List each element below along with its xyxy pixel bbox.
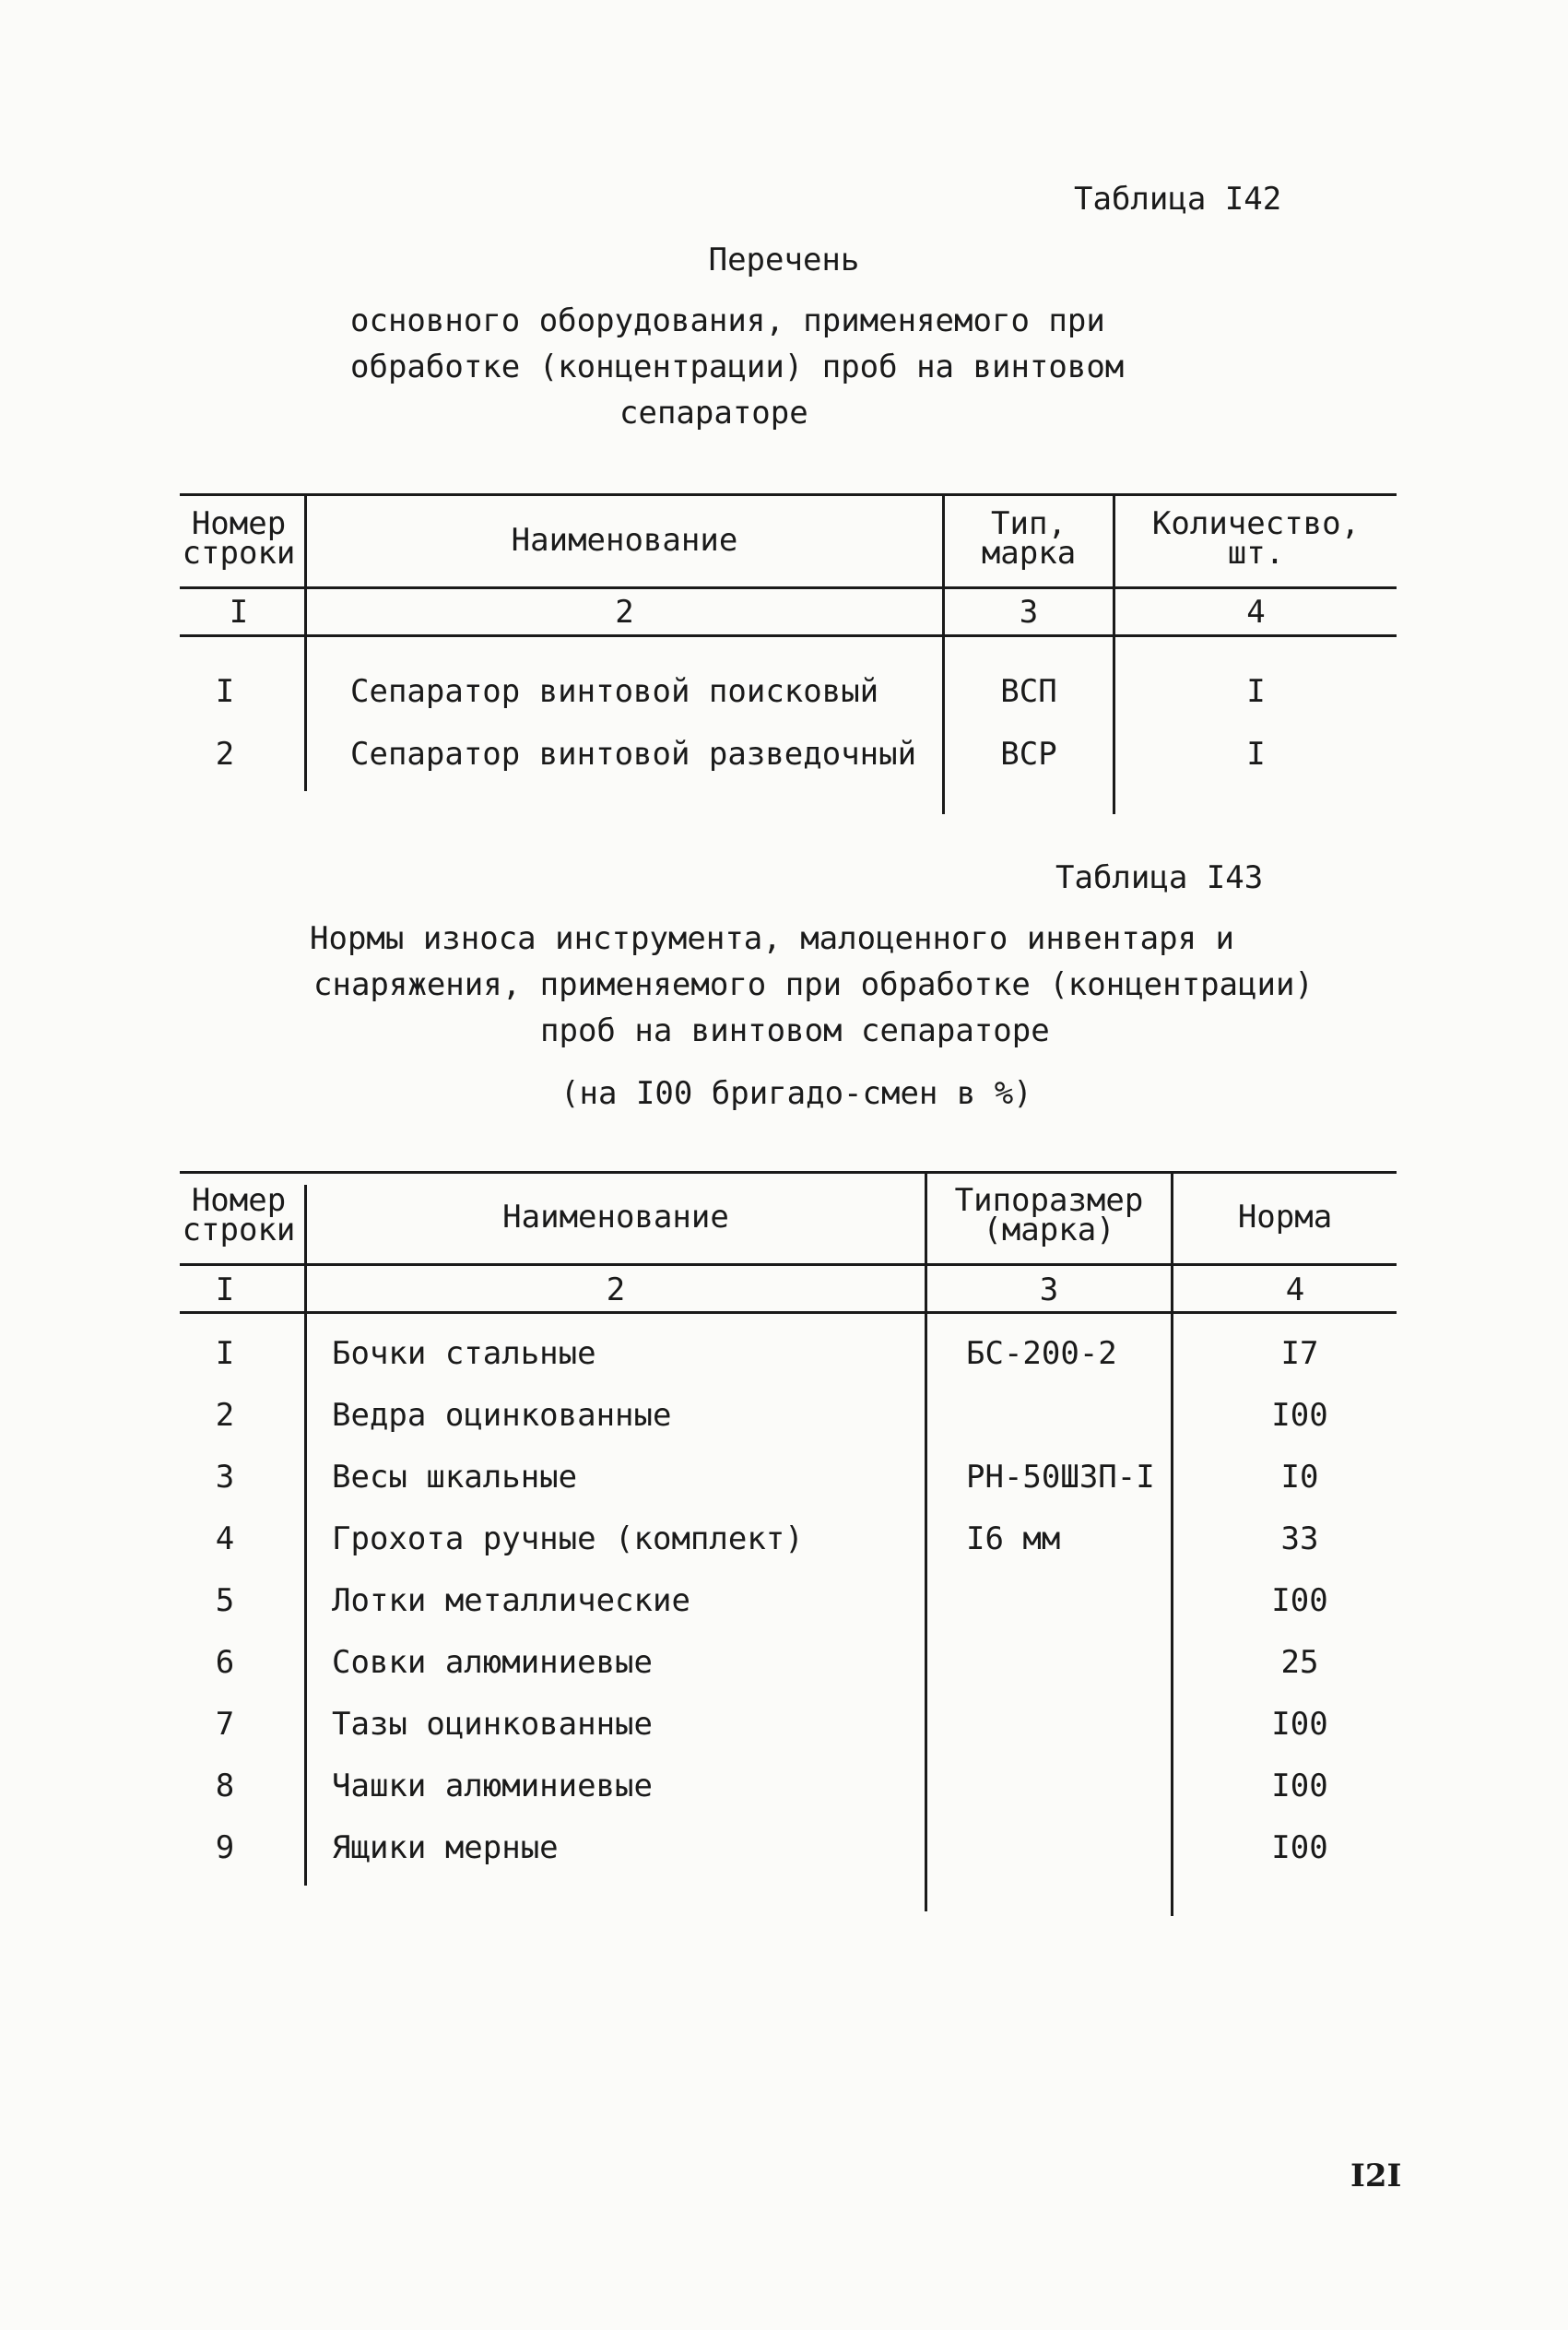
table-142-header-name: Наименование: [511, 522, 738, 559]
row-name: Тазы оцинкованные: [332, 1706, 653, 1743]
table-143-title-1: Нормы износа инструмента, малоценного инвентаря и: [310, 920, 1235, 957]
row-name: Сепаратор винтовой поисковый: [350, 673, 879, 710]
table-143-header-size: Типоразмер (марка): [954, 1182, 1144, 1248]
table-143-number-rule: [180, 1311, 1397, 1314]
row-norm: I00: [1271, 1768, 1328, 1804]
table-143-title-3: проб на винтовом сепараторе: [540, 1012, 1050, 1049]
row-number: 3: [215, 1459, 235, 1496]
table-142-header-type: Тип, марка: [981, 505, 1077, 572]
row-number: 8: [215, 1768, 235, 1804]
page-number: I2I: [1350, 2158, 1402, 2194]
row-norm: I00: [1271, 1706, 1328, 1743]
table-143-colnum-3: 3: [1039, 1271, 1059, 1308]
row-norm: I00: [1271, 1397, 1328, 1434]
table-142-colnum-1: I: [229, 594, 249, 631]
table-143-header-norm: Норма: [1237, 1199, 1333, 1236]
row-size: I6 мм: [966, 1520, 1061, 1557]
row-size: РН-50Ш3П-I: [966, 1459, 1155, 1496]
row-name: Весы шкальные: [332, 1459, 578, 1496]
row-number: 5: [215, 1582, 235, 1619]
table-142-colnum-4: 4: [1246, 594, 1266, 631]
table-142-header-rule: [180, 586, 1397, 589]
table-142-top-rule: [180, 493, 1397, 496]
table-142-number-rule: [180, 634, 1397, 637]
table-142-colnum-2: 2: [615, 594, 634, 631]
row-name: Ящики мерные: [332, 1829, 559, 1866]
table-143-colnum-1: I: [215, 1271, 235, 1308]
table-143-subtitle: (на I00 бригадо-смен в %): [560, 1075, 1032, 1112]
table-143-header-rule: [180, 1263, 1397, 1266]
table-142-header-qty: Количество, шт.: [1151, 505, 1361, 572]
table-143-title-2: снаряжения, применяемого при обработке (концентрации): [313, 966, 1314, 1003]
table-143-top-rule: [180, 1171, 1397, 1174]
row-name: Чашки алюминиевые: [332, 1768, 653, 1804]
row-number: 2: [215, 1397, 235, 1434]
table-142-title-2: основного оборудования, применяемого при: [350, 302, 1105, 339]
row-norm: I00: [1271, 1582, 1328, 1619]
row-type: ВСП: [1000, 673, 1057, 710]
table-143-header-num: Номер строки: [182, 1182, 296, 1248]
row-number: 7: [215, 1706, 235, 1743]
row-name: Сепаратор винтовой разведочный: [350, 736, 917, 773]
table-143-header-name: Наименование: [502, 1199, 729, 1236]
row-size: БС-200-2: [966, 1335, 1117, 1372]
row-number: I: [215, 673, 235, 710]
row-number: I: [215, 1335, 235, 1372]
row-norm: I0: [1280, 1459, 1319, 1496]
row-number: 9: [215, 1829, 235, 1866]
table-143-colnum-2: 2: [606, 1271, 626, 1308]
row-norm: 25: [1280, 1644, 1319, 1681]
row-number: 4: [215, 1520, 235, 1557]
row-qty: I: [1246, 736, 1266, 773]
row-norm: I7: [1280, 1335, 1319, 1372]
row-type: ВСР: [1000, 736, 1057, 773]
row-norm: I00: [1271, 1829, 1328, 1866]
table-142-colnum-3: 3: [1019, 594, 1039, 631]
table-142-label: Таблица I42: [1074, 181, 1282, 218]
row-qty: I: [1246, 673, 1266, 710]
row-name: Грохота ручные (комплект): [332, 1520, 804, 1557]
table-143-label: Таблица I43: [1055, 859, 1264, 896]
table-143-colnum-4: 4: [1285, 1271, 1305, 1308]
row-name: Совки алюминиевые: [332, 1644, 653, 1681]
row-norm: 33: [1280, 1520, 1319, 1557]
row-name: Ведра оцинкованные: [332, 1397, 672, 1434]
table-142-title-4: сепараторе: [619, 395, 808, 432]
row-number: 2: [215, 736, 235, 773]
row-name: Бочки стальные: [332, 1335, 596, 1372]
table-142-title-1: Перечень: [708, 242, 860, 278]
table-142-title-3: обработке (концентрации) проб на винтовом: [350, 349, 1125, 385]
table-142-header-num: Номер строки: [182, 505, 296, 572]
row-name: Лотки металлические: [332, 1582, 690, 1619]
row-number: 6: [215, 1644, 235, 1681]
